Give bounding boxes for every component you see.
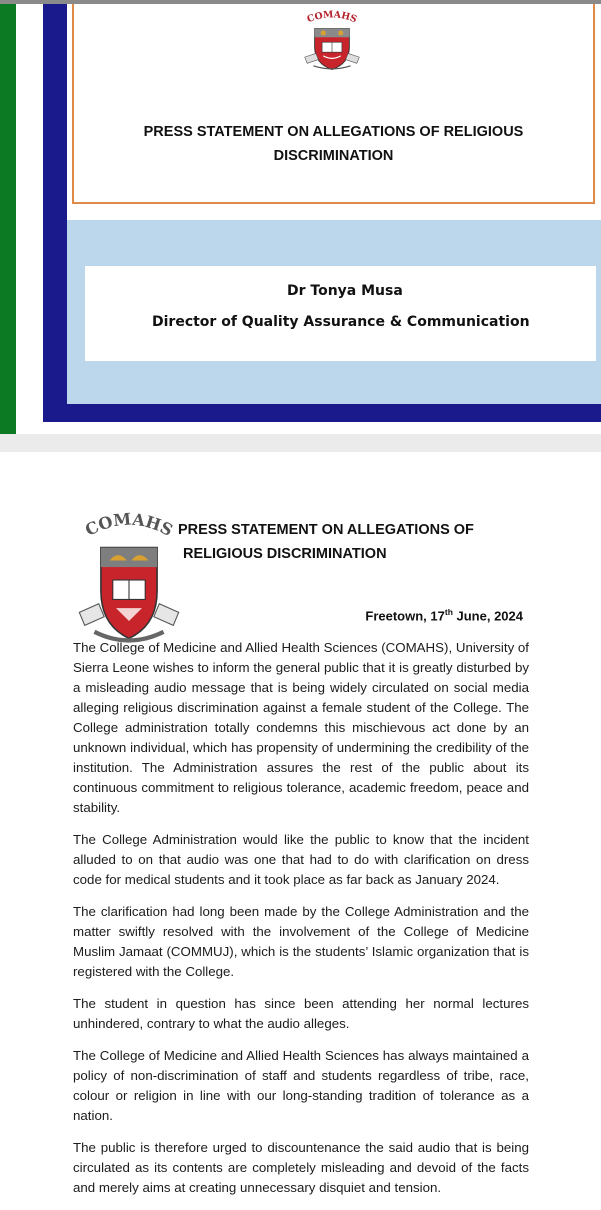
- navy-bottom-bar: [43, 404, 601, 422]
- comahs-crest-logo: [75, 504, 183, 656]
- svg-text:COMAHS: [306, 10, 359, 25]
- statement-body: [73, 638, 529, 1210]
- press-statement-page: [0, 452, 601, 1200]
- paragraph: The College of Medicine and Allied Health Sciences has always maintained a policy of non-discrimination of staff and students regardless of tribe, race, colour or religion in line with our long-standing tradition of tolerance as a nation.: [73, 1048, 529, 1123]
- cover-page: [0, 0, 601, 440]
- letter-title-line2: RELIGIOUS DISCRIMINATION: [183, 546, 387, 562]
- paragraph: The College Administration would like the public to know that the incident alluded to on that audio was one that had to do with clarification on dress code for medical students and it took place as far back as January 2024.: [73, 832, 529, 887]
- navy-stripe: [43, 4, 67, 422]
- letter-title: [178, 518, 558, 566]
- date-rest: June, 2024: [452, 608, 523, 624]
- comahs-crest-logo: [300, 10, 364, 72]
- cover-title: [72, 120, 595, 168]
- white-stripe: [16, 4, 43, 434]
- paragraph: The College of Medicine and Allied Health Sciences (COMAHS), University of Sierra Leone wishes to inform the general public that it is greatly disturbed by a misleading audio message that is being widely circulated on social media alleging religious discrimination against a female student of the College. The College administration totally condemns this mischievous act done by an unknown individual, which has propensity of undermining the credibility of the institution. The Administration assures the rest of the public about its continuous commitment to religious tolerance, academic freedom, peace and stability.: [73, 640, 529, 815]
- paragraph: The clarification had long been made by the College Administration and the matter swiftly resolved with the involvement of the College of Medicine Muslim Jamaat (COMMUJ), which is the students’ Islamic organization that is registered with the College.: [73, 904, 529, 979]
- letter-title-line1: PRESS STATEMENT ON ALLEGATIONS OF: [178, 522, 474, 538]
- paragraph: The public is therefore urged to discountenance the said audio that is being circulated as its contents are completely misleading and devoid of the facts and merely aims at creating unnecessary disquiet and tension.: [73, 1140, 529, 1195]
- dateline: [365, 607, 523, 623]
- paragraph: The student in question has since been attending her normal lectures unhindered, contrary to what the audio alleges.: [73, 996, 529, 1031]
- date-place: Freetown, 17: [365, 608, 445, 624]
- crest-text: COMAHS: [82, 509, 176, 540]
- crest-text: COMAHS: [305, 10, 359, 26]
- author-name: Dr Tonya Musa: [287, 283, 403, 299]
- cover-title-line2: DISCRIMINATION: [273, 148, 394, 164]
- svg-text:COMAHS: [82, 509, 176, 539]
- author-box: [85, 266, 596, 361]
- green-stripe: [0, 4, 16, 434]
- date-suffix: th: [444, 607, 453, 617]
- page-separator: [0, 434, 601, 452]
- author-role: Director of Quality Assurance & Communication: [152, 314, 530, 330]
- cover-title-line1: PRESS STATEMENT ON ALLEGATIONS OF RELIGIOUS: [143, 124, 524, 140]
